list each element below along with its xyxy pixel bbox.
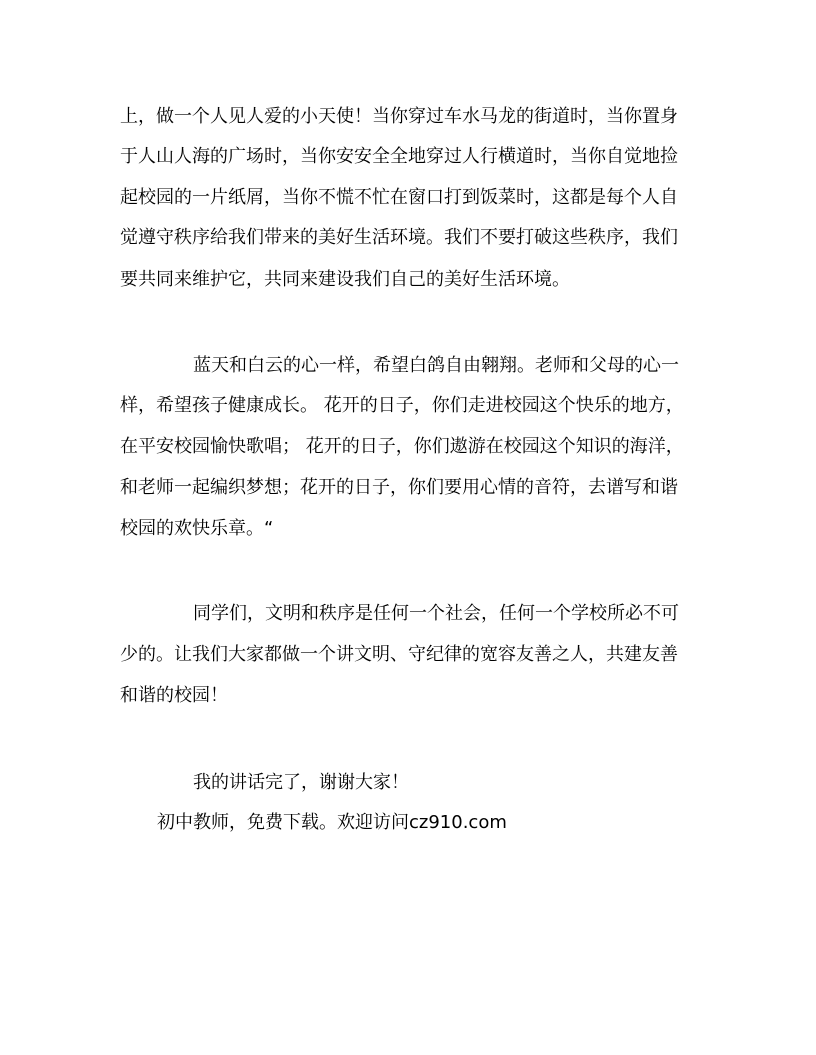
paragraph-3-line-2: 少的。让我们大家都做一个讲文明、守纪律的宽容友善之人，共建友善	[120, 644, 678, 665]
paragraph-2-line-2: 样，希望孩子健康成长。 花开的日子，你们走进校园这个快乐的地方，	[120, 395, 684, 416]
paragraph-2-line-1: 蓝天和白云的心一样，希望白鸽自由翱翔。老师和父母的心一	[193, 355, 679, 376]
paragraph-1-line-3: 起校园的一片纸屑，当你不慌不忙在窗口打到饭菜时，这都是每个人自	[120, 187, 678, 208]
paragraph-1-line-2: 于人山人海的广场时，当你安安全全地穿过人行横道时，当你自觉地捡	[120, 146, 678, 167]
paragraph-3-line-3: 和谐的校园！	[120, 685, 228, 706]
footer-note: 初中教师，免费下载。欢迎访问cz910.com	[157, 812, 507, 833]
paragraph-1-line-1: 上，做一个人见人爱的小天使！当你穿过车水马龙的街道时，当你置身	[120, 106, 678, 127]
paragraph-1-line-5: 要共同来维护它，共同来建设我们自己的美好生活环境。	[120, 269, 570, 290]
paragraph-2-line-5: 校园的欢快乐章。“	[120, 518, 274, 539]
paragraph-4-line-1: 我的讲话完了，谢谢大家！	[193, 772, 409, 793]
paragraph-2-line-4: 和老师一起编织梦想；花开的日子，你们要用心情的音符，去谱写和谐	[120, 477, 678, 498]
paragraph-2-line-3: 在平安校园愉快歌唱； 花开的日子，你们遨游在校园这个知识的海洋，	[120, 436, 684, 457]
paragraph-1-line-4: 觉遵守秩序给我们带来的美好生活环境。我们不要打破这些秩序，我们	[120, 227, 678, 248]
paragraph-3-line-1: 同学们，文明和秩序是任何一个社会，任何一个学校所必不可	[193, 603, 679, 624]
